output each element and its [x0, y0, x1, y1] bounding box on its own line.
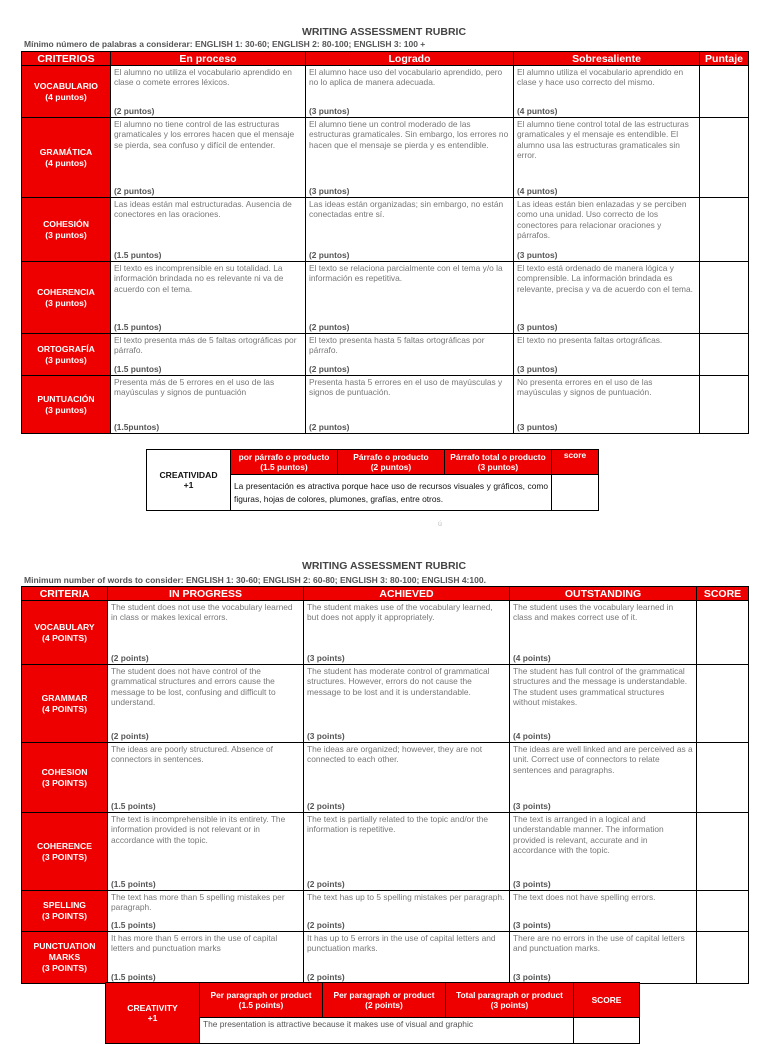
level-cell-outstanding	[510, 813, 697, 891]
rubric-row	[22, 932, 749, 984]
score-cell[interactable]	[697, 932, 749, 984]
criterion-max-points: (3 puntos)	[45, 354, 87, 365]
level-points: (3 points)	[307, 652, 345, 663]
level-points: (4 points)	[513, 652, 551, 663]
word-count-note: Minimum number of words to consider: ENGLISH 1: 30-60; ENGLISH 2: 60-80; ENGLISH 3: 80-100; ENGLISH 4:100.	[24, 575, 486, 585]
rubric-row	[22, 665, 749, 743]
criterion-max-points: (4 puntos)	[45, 157, 87, 168]
level-description: The student has moderate control of grammatical structures. However, errors do not cause the message to be lost and it is understandable.	[307, 666, 490, 697]
level-points: (3 puntos)	[517, 249, 558, 260]
header-score: Puntaje	[700, 52, 749, 66]
creativity-level-3	[446, 983, 574, 1018]
level-description: No presenta errores en el uso de las mayúsculas y signos de puntuación.	[517, 377, 653, 398]
criterion-max-points: (4 puntos)	[45, 91, 87, 102]
level-description: It has more than 5 errors in the use of capital letters and punctuation marks	[111, 933, 278, 954]
rubric-table-english	[21, 586, 749, 984]
level-cell-outstanding	[514, 262, 700, 334]
level-description: The ideas are poorly structured. Absence of connectors in sentences.	[111, 744, 274, 765]
creativity-table-spanish	[146, 449, 599, 511]
criterion-cell	[22, 66, 111, 118]
header-row	[22, 52, 749, 66]
header-achieved: ACHIEVED	[304, 587, 510, 601]
criterion-max-points: (4 POINTS)	[42, 703, 87, 714]
creativity-level-2-pts: (2 points)	[365, 1000, 403, 1010]
creativity-header-row	[147, 450, 599, 475]
level-points: (3 points)	[307, 730, 345, 741]
creativity-description: The presentation is attractive because it makes use of visual and graphic	[200, 1018, 574, 1044]
level-description: The student does not use the vocabulary learned in class or makes lexical errors.	[111, 602, 293, 623]
rubric-row	[22, 813, 749, 891]
level-points: (3 points)	[513, 800, 551, 811]
level-description: Las ideas están bien enlazadas y se perciben como una unidad. Uso correcto de los conectores para relacionar oraciones y párrafos.	[517, 199, 687, 241]
rubric-table-spanish	[21, 51, 749, 434]
header-outstanding: OUTSTANDING	[510, 587, 697, 601]
header-in-progress: IN PROGRESS	[108, 587, 304, 601]
creativity-bonus: +1	[183, 480, 194, 490]
level-cell-achieved	[306, 198, 514, 262]
creativity-level-3	[445, 450, 552, 475]
level-cell-in-progress	[108, 932, 304, 984]
creativity-description: La presentación es atractiva porque hace uso de recursos visuales y gráficos, como figuras, hojas de colores, plumones, grafías, entre otros.	[231, 475, 552, 511]
level-description: El texto presenta hasta 5 faltas ortográficas por párrafo.	[309, 335, 485, 356]
criterion-name: GRAMÁTICA	[39, 146, 93, 157]
level-cell-achieved	[304, 932, 510, 984]
creativity-score-cell[interactable]	[574, 1018, 640, 1044]
creativity-name: CREATIVIDAD	[159, 470, 218, 480]
level-points: (4 puntos)	[517, 185, 558, 196]
creativity-level-3-pts: (3 puntos)	[477, 462, 519, 472]
level-description: El alumno utiliza el vocabulario aprendido en clase y hace uso correcto del mismo.	[517, 67, 684, 88]
level-cell-in-progress	[111, 334, 306, 376]
level-points: (2 points)	[307, 800, 345, 811]
rubric-row	[22, 376, 749, 434]
level-points: (3 puntos)	[309, 105, 350, 116]
level-cell-in-progress	[111, 262, 306, 334]
criterion-name: GRAMMAR	[41, 692, 88, 703]
level-description: The text is arranged in a logical and understandable manner. The information provided is relevant, accurate and in accordance with the topic.	[513, 814, 664, 856]
header-achieved: Logrado	[306, 52, 514, 66]
criterion-cell	[22, 118, 111, 198]
criterion-max-points: (3 POINTS)	[42, 911, 87, 921]
creativity-level-2	[338, 450, 445, 475]
level-points: (1.5 puntos)	[114, 363, 162, 374]
level-points: (3 points)	[513, 919, 551, 930]
level-points: (3 points)	[513, 878, 551, 889]
level-description: The text does not have spelling errors.	[513, 892, 656, 902]
level-points: (1.5 points)	[111, 878, 156, 889]
level-cell-in-progress	[111, 118, 306, 198]
score-cell[interactable]	[700, 376, 749, 434]
score-cell[interactable]	[700, 118, 749, 198]
level-description: El alumno tiene un control moderado de las estructuras gramaticales. Sin embargo, los errores no hacen que el mensaje se pierda y es entendible.	[309, 119, 509, 150]
level-description: El texto presenta más de 5 faltas ortográficas por párrafo.	[114, 335, 297, 356]
level-cell-outstanding	[510, 891, 697, 932]
creativity-header-row	[106, 983, 640, 1018]
level-points: (2 puntos)	[309, 421, 350, 432]
rubric-row	[22, 891, 749, 932]
creativity-level-3-desc: Total paragraph or product	[456, 989, 563, 1000]
level-points: (2 points)	[111, 730, 149, 741]
level-points: (2 points)	[307, 971, 345, 982]
criterion-cell	[22, 376, 111, 434]
header-in-progress: En proceso	[111, 52, 306, 66]
rubric-row	[22, 66, 749, 118]
header-criteria: CRITERIA	[22, 587, 108, 601]
stray-character: ú	[438, 521, 442, 528]
level-cell-outstanding	[514, 334, 700, 376]
level-cell-achieved	[306, 262, 514, 334]
level-cell-achieved	[304, 665, 510, 743]
level-points: (2 points)	[307, 878, 345, 889]
criterion-cell	[22, 198, 111, 262]
level-description: The text is incomprehensible in its entirety. The information provided is not relevant or in accordance with the topic.	[111, 814, 286, 845]
level-cell-outstanding	[514, 198, 700, 262]
level-description: It has up to 5 errors in the use of capital letters and punctuation marks.	[307, 933, 496, 954]
level-cell-achieved	[304, 813, 510, 891]
level-points: (1.5 points)	[111, 971, 156, 982]
criterion-name: COHERENCE	[37, 840, 92, 851]
header-criteria: CRITERIOS	[22, 52, 111, 66]
score-cell[interactable]	[697, 891, 749, 932]
level-description: The text is partially related to the topic and/or the information is repetitive.	[307, 814, 489, 835]
criterion-cell	[22, 665, 108, 743]
criterion-name: PUNCTUATION MARKS	[33, 941, 96, 962]
score-cell[interactable]	[697, 813, 749, 891]
score-cell[interactable]	[697, 665, 749, 743]
level-cell-achieved	[304, 601, 510, 665]
creativity-level-1-desc: por párrafo o producto	[238, 451, 330, 462]
level-cell-in-progress	[108, 601, 304, 665]
level-cell-outstanding	[510, 932, 697, 984]
level-points: (1.5 puntos)	[114, 321, 162, 332]
creativity-level-3-pts: (3 points)	[490, 1000, 529, 1010]
creativity-name: CREATIVITY	[127, 1003, 178, 1013]
level-cell-in-progress	[108, 891, 304, 932]
level-cell-in-progress	[111, 376, 306, 434]
rubric-row	[22, 262, 749, 334]
header-outstanding: Sobresaliente	[514, 52, 700, 66]
level-description: El alumno no utiliza el vocabulario aprendido en clase o comete errores léxicos.	[114, 67, 292, 88]
level-description: El alumno no tiene control de las estructuras gramaticales y los errores hacen que el mensaje se pierda, sea confuso y difícil de entender.	[114, 119, 295, 150]
criterion-name: COHERENCIA	[37, 286, 95, 297]
header-row	[22, 587, 749, 601]
criterion-max-points: (3 POINTS)	[42, 851, 87, 862]
level-points: (2 points)	[111, 652, 149, 663]
level-description: Las ideas están mal estructuradas. Ausencia de conectores en las oraciones.	[114, 199, 292, 220]
level-cell-achieved	[306, 66, 514, 118]
creativity-score-header: score	[552, 450, 599, 475]
level-description: The student makes use of the vocabulary learned, but does not apply it appropriately.	[307, 602, 493, 623]
score-cell[interactable]	[700, 66, 749, 118]
criterion-name: VOCABULARIO	[34, 80, 98, 91]
criterion-max-points: (3 puntos)	[45, 404, 87, 415]
level-cell-in-progress	[108, 813, 304, 891]
score-cell[interactable]	[700, 262, 749, 334]
page-title: WRITING ASSESSMENT RUBRIC	[301, 560, 467, 572]
word-count-note: Mínimo número de palabras a considerar: ENGLISH 1: 30-60; ENGLISH 2: 80-100; ENGLISH 3: 100 +	[24, 39, 426, 49]
creativity-score-header: SCORE	[574, 983, 640, 1018]
level-cell-outstanding	[510, 601, 697, 665]
creativity-level-1-desc: Per paragraph or product	[210, 989, 312, 1000]
creativity-level-3-desc: Párrafo total o producto	[450, 451, 546, 462]
level-points: (4 points)	[513, 730, 551, 741]
rubric-row	[22, 118, 749, 198]
level-cell-outstanding	[510, 743, 697, 813]
criterion-cell	[22, 334, 111, 376]
criterion-name: COHESIÓN	[43, 218, 89, 229]
level-description: The student does not have control of the grammatical structures and errors cause the message to be lost, confusing and difficult to understand.	[111, 666, 276, 708]
level-points: (2 puntos)	[114, 105, 155, 116]
level-points: (3 puntos)	[517, 321, 558, 332]
creativity-label	[147, 450, 231, 511]
score-cell[interactable]	[697, 743, 749, 813]
criterion-cell	[22, 932, 108, 984]
creativity-table-english	[105, 982, 640, 1044]
level-points: (4 puntos)	[517, 105, 558, 116]
level-description: Las ideas están organizadas; sin embargo, no están conectadas entre sí.	[309, 199, 504, 220]
criterion-name: SPELLING	[43, 900, 86, 910]
criterion-max-points: (3 puntos)	[45, 229, 87, 240]
criterion-name: VOCABULARY	[34, 621, 95, 632]
level-cell-outstanding	[514, 118, 700, 198]
level-cell-outstanding	[514, 376, 700, 434]
score-cell[interactable]	[700, 334, 749, 376]
level-points: (3 points)	[513, 971, 551, 982]
level-cell-outstanding	[514, 66, 700, 118]
level-points: (1.5 points)	[111, 919, 156, 930]
criterion-max-points: (4 POINTS)	[42, 632, 87, 643]
level-cell-in-progress	[108, 665, 304, 743]
creativity-bonus: +1	[147, 1013, 158, 1023]
level-points: (2 points)	[307, 919, 345, 930]
creativity-level-1	[200, 983, 323, 1018]
rubric-row	[22, 743, 749, 813]
creativity-level-2-pts: (2 puntos)	[370, 462, 412, 472]
level-points: (1.5puntos)	[114, 421, 160, 432]
level-points: (2 puntos)	[309, 321, 350, 332]
criterion-cell	[22, 813, 108, 891]
rubric-row	[22, 198, 749, 262]
criterion-max-points: (3 POINTS)	[42, 777, 87, 788]
score-cell[interactable]	[697, 601, 749, 665]
creativity-level-1	[231, 450, 338, 475]
level-description: Presenta más de 5 errores en el uso de las mayúsculas y signos de puntuación	[114, 377, 275, 398]
creativity-score-cell[interactable]	[552, 475, 599, 511]
level-description: El texto es incomprensible en su totalidad. La información brindada no es relevante ni va de acuerdo con el tema.	[114, 263, 284, 294]
level-points: (2 puntos)	[114, 185, 155, 196]
level-points: (2 puntos)	[309, 363, 350, 374]
level-cell-outstanding	[510, 665, 697, 743]
level-description: The ideas are organized; however, they are not connected to each other.	[307, 744, 483, 765]
level-description: El alumno tiene control total de las estructuras gramaticales y el mensaje es entendible. El alumno usa las estructuras gramaticales sin error.	[517, 119, 689, 161]
level-cell-in-progress	[111, 198, 306, 262]
criterion-cell	[22, 891, 108, 932]
level-cell-achieved	[306, 118, 514, 198]
level-cell-achieved	[306, 334, 514, 376]
criterion-max-points: (3 puntos)	[45, 297, 87, 308]
level-description: The student has full control of the grammatical structures and the message is understandable. The student uses grammatical structures without mistakes.	[513, 666, 688, 708]
level-cell-achieved	[306, 376, 514, 434]
creativity-level-2	[323, 983, 446, 1018]
level-points: (3 puntos)	[309, 185, 350, 196]
level-description: El texto está ordenado de manera lógica y comprensible. La información brindada es relevante, precisa y va de acuerdo con el tema.	[517, 263, 693, 294]
level-points: (1.5 puntos)	[114, 249, 162, 260]
criterion-name: COHESION	[41, 766, 88, 777]
creativity-level-2-desc: Párrafo o producto	[353, 451, 429, 462]
level-cell-in-progress	[108, 743, 304, 813]
level-description: The text has more than 5 spelling mistakes per paragraph.	[111, 892, 285, 913]
level-cell-achieved	[304, 743, 510, 813]
criterion-cell	[22, 262, 111, 334]
level-cell-in-progress	[111, 66, 306, 118]
criterion-name: ORTOGRAFÍA	[37, 343, 95, 354]
level-description: El texto se relaciona parcialmente con el tema y/o la información es repetitiva.	[309, 263, 503, 284]
creativity-level-1-pts: (1.5 points)	[238, 1000, 284, 1010]
header-score: SCORE	[697, 587, 749, 601]
creativity-level-1-pts: (1.5 puntos)	[260, 462, 308, 472]
level-description: Presenta hasta 5 errores en el uso de mayúsculas y signos de puntuación.	[309, 377, 503, 398]
criterion-max-points: (3 POINTS)	[42, 963, 87, 973]
rubric-row	[22, 601, 749, 665]
level-description: The ideas are well linked and are perceived as a unit. Correct use of connectors to relate sentences and paragraphs.	[513, 744, 693, 775]
criterion-cell	[22, 601, 108, 665]
criterion-name: PUNTUACIÓN	[37, 393, 95, 404]
level-description: The text has up to 5 spelling mistakes per paragraph.	[307, 892, 505, 902]
level-points: (3 puntos)	[517, 421, 558, 432]
level-description: The student uses the vocabulary learned in class and makes correct use of it.	[513, 602, 674, 623]
rubric-row	[22, 334, 749, 376]
level-points: (1.5 points)	[111, 800, 156, 811]
page-title: WRITING ASSESSMENT RUBRIC	[301, 26, 467, 38]
level-cell-achieved	[304, 891, 510, 932]
score-cell[interactable]	[700, 198, 749, 262]
creativity-level-2-desc: Per paragraph or product	[333, 989, 435, 1000]
level-points: (2 puntos)	[309, 249, 350, 260]
level-points: (3 puntos)	[517, 363, 558, 374]
level-description: El alumno hace uso del vocabulario aprendido, pero no lo aplica de manera adecuada.	[309, 67, 503, 88]
level-description: There are no errors in the use of capital letters and punctuation marks.	[513, 933, 685, 954]
level-description: El texto no presenta faltas ortográficas.	[517, 335, 663, 345]
creativity-label	[106, 983, 200, 1044]
criterion-cell	[22, 743, 108, 813]
